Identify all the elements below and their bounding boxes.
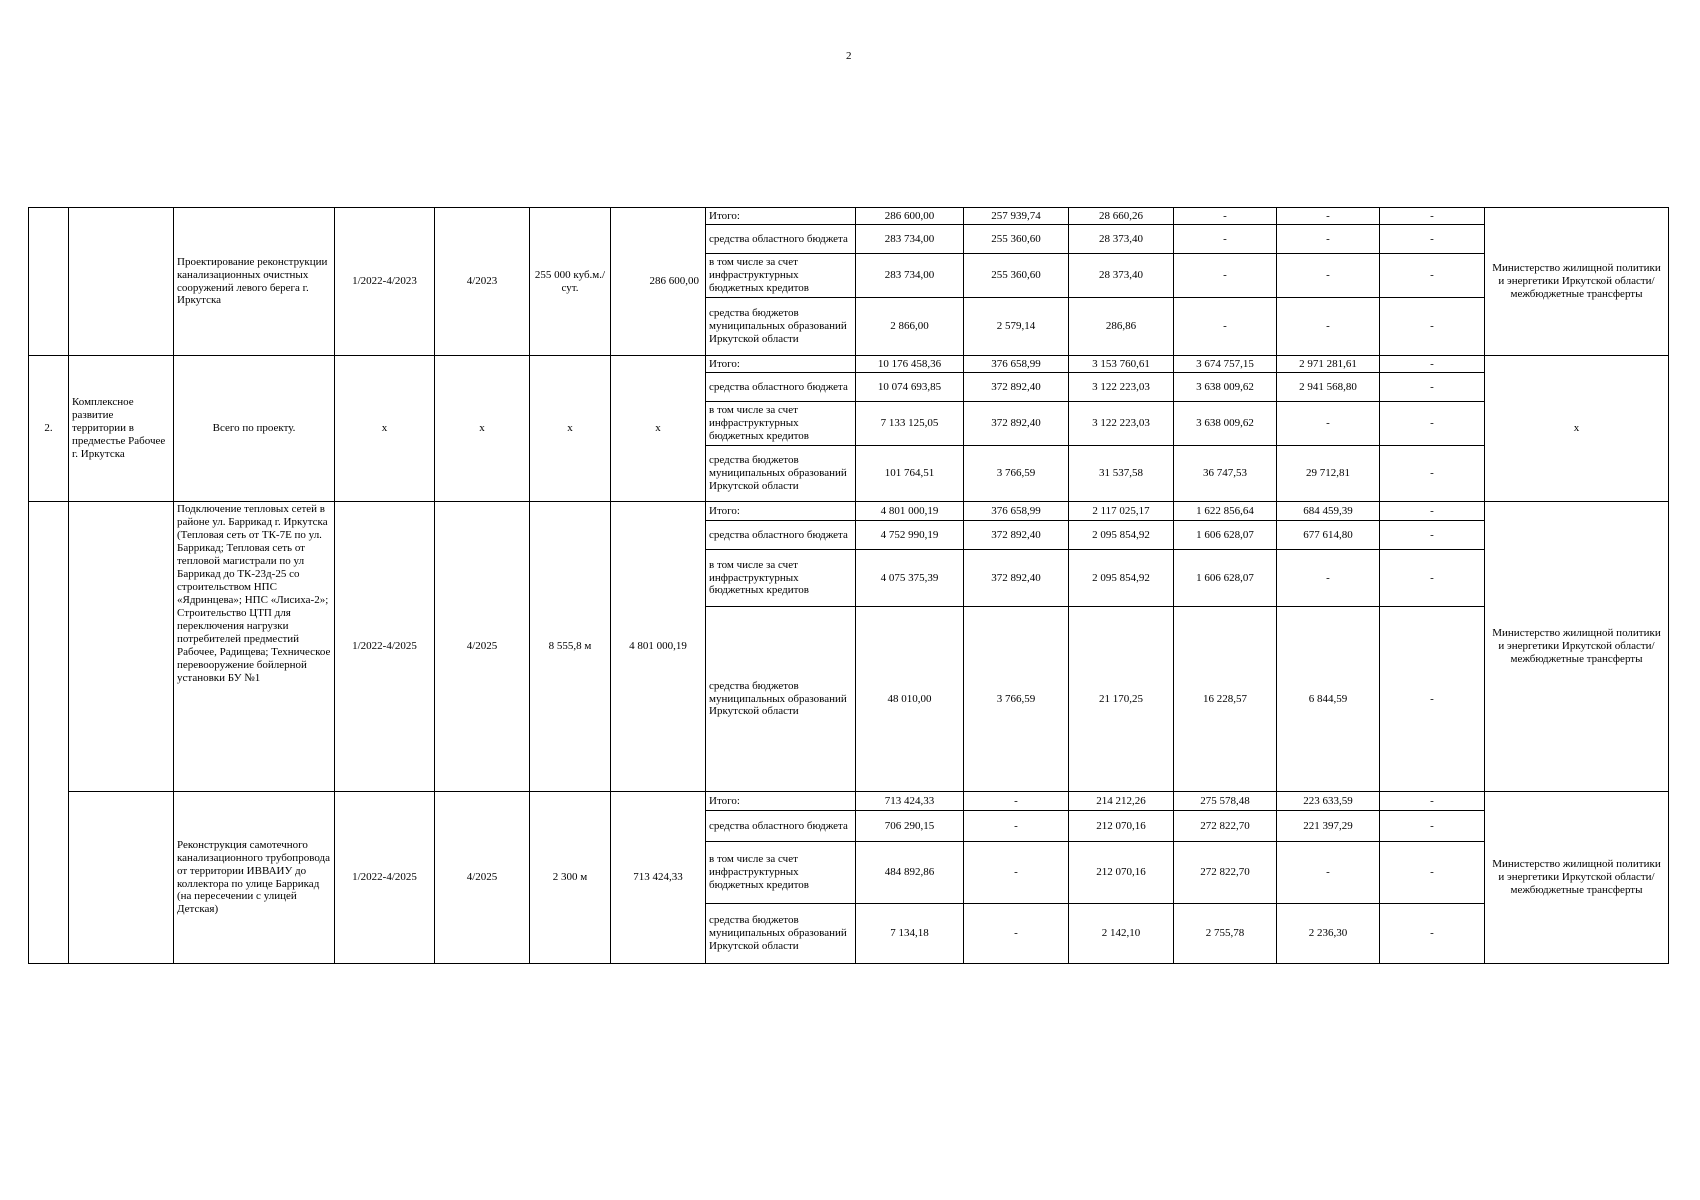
value-cell: 28 373,40 <box>1069 225 1174 254</box>
responsible-org: Министерство жилищной политики и энергетики Иркутской области/ межбюджетные трансферты <box>1485 502 1669 792</box>
value-cell: 713 424,33 <box>856 792 964 811</box>
source-total: Итого: <box>706 208 856 225</box>
value-cell: - <box>1380 254 1485 298</box>
value-cell: 372 892,40 <box>964 373 1069 402</box>
value-cell: 28 660,26 <box>1069 208 1174 225</box>
value-cell: 4 752 990,19 <box>856 521 964 550</box>
source-total: Итого: <box>706 792 856 811</box>
table-row <box>29 208 1669 225</box>
project-name: Реконструкция самотечного канализационного трубопровода от территории ИВВАИУ до коллектора по улице Баррикад (на пересечении с улицей Детская) <box>174 792 335 964</box>
cell-title <box>69 502 174 792</box>
value-cell: 7 134,18 <box>856 904 964 964</box>
value-cell: 372 892,40 <box>964 402 1069 446</box>
value-cell: 272 822,70 <box>1174 842 1277 904</box>
value-cell: 706 290,15 <box>856 811 964 842</box>
value-cell: - <box>1380 225 1485 254</box>
value-cell: 376 658,99 <box>964 356 1069 373</box>
value-cell: 6 844,59 <box>1277 607 1380 792</box>
project-cost: х <box>611 356 706 502</box>
value-cell: 484 892,86 <box>856 842 964 904</box>
project-capacity: х <box>530 356 611 502</box>
value-cell: 2 941 568,80 <box>1277 373 1380 402</box>
cell-number <box>29 208 69 356</box>
value-cell: 2 579,14 <box>964 298 1069 356</box>
source-total: Итого: <box>706 502 856 521</box>
table-row <box>29 792 1669 811</box>
value-cell: 2 095 854,92 <box>1069 550 1174 607</box>
cell-number <box>29 502 69 964</box>
value-cell: 3 674 757,15 <box>1174 356 1277 373</box>
source-regional: средства областного бюджета <box>706 521 856 550</box>
value-cell: - <box>1380 446 1485 502</box>
financing-table <box>28 207 1669 964</box>
value-cell: 214 212,26 <box>1069 792 1174 811</box>
project-name: Всего по проекту. <box>174 356 335 502</box>
value-cell: 2 755,78 <box>1174 904 1277 964</box>
value-cell: 286,86 <box>1069 298 1174 356</box>
value-cell: 4 801 000,19 <box>856 502 964 521</box>
cell-title <box>69 792 174 964</box>
value-cell: 4 075 375,39 <box>856 550 964 607</box>
value-cell: 21 170,25 <box>1069 607 1174 792</box>
value-cell: - <box>1380 356 1485 373</box>
row-number: 2. <box>29 356 69 502</box>
value-cell: 16 228,57 <box>1174 607 1277 792</box>
value-cell: 3 122 223,03 <box>1069 402 1174 446</box>
value-cell: - <box>1380 607 1485 792</box>
value-cell: 283 734,00 <box>856 254 964 298</box>
value-cell: - <box>964 811 1069 842</box>
table-row <box>29 356 1669 373</box>
project-name: Подключение тепловых сетей в районе ул. Баррикад г. Иркутска (Тепловая сеть от ТК-7Е по ул. Баррикад; Тепловая сеть от тепловой магистрали по ул Баррикад до ТК-23д-25 со строительством НПС «Ядринцева»; НПС «Лисиха-2»; Строительство ЦТП для переключения нагрузки потребителей предместий Рабочее, Радищева; Техническое перевооружение бойлерной установки БУ №1 <box>174 502 335 792</box>
project-capacity: 2 300 м <box>530 792 611 964</box>
table-row <box>29 502 1669 521</box>
value-cell: - <box>1277 208 1380 225</box>
value-cell: - <box>1174 208 1277 225</box>
value-cell: 212 070,16 <box>1069 811 1174 842</box>
value-cell: 2 866,00 <box>856 298 964 356</box>
source-infra: в том числе за счет инфраструктурных бюджетных кредитов <box>706 402 856 446</box>
value-cell: - <box>1380 842 1485 904</box>
project-period: 1/2022-4/2025 <box>335 502 435 792</box>
value-cell: - <box>1380 904 1485 964</box>
value-cell: 1 606 628,07 <box>1174 521 1277 550</box>
value-cell: - <box>1277 842 1380 904</box>
source-regional: средства областного бюджета <box>706 225 856 254</box>
source-infra: в том числе за счет инфраструктурных бюджетных кредитов <box>706 550 856 607</box>
source-municipal: средства бюджетов муниципальных образований Иркутской области <box>706 904 856 964</box>
project-cost: 286 600,00 <box>611 208 706 356</box>
value-cell: 372 892,40 <box>964 550 1069 607</box>
responsible-org: Министерство жилищной политики и энергетики Иркутской области/ межбюджетные трансферты <box>1485 792 1669 964</box>
value-cell: 677 614,80 <box>1277 521 1380 550</box>
value-cell: - <box>1380 208 1485 225</box>
value-cell: 3 122 223,03 <box>1069 373 1174 402</box>
value-cell: - <box>1380 373 1485 402</box>
value-cell: 7 133 125,05 <box>856 402 964 446</box>
value-cell: 10 176 458,36 <box>856 356 964 373</box>
value-cell: - <box>964 904 1069 964</box>
project-cost: 4 801 000,19 <box>611 502 706 792</box>
value-cell: 3 766,59 <box>964 607 1069 792</box>
value-cell: 275 578,48 <box>1174 792 1277 811</box>
value-cell: 1 606 628,07 <box>1174 550 1277 607</box>
value-cell: - <box>1380 502 1485 521</box>
source-municipal: средства бюджетов муниципальных образований Иркутской области <box>706 298 856 356</box>
value-cell: - <box>964 842 1069 904</box>
value-cell: 2 117 025,17 <box>1069 502 1174 521</box>
value-cell: 272 822,70 <box>1174 811 1277 842</box>
source-regional: средства областного бюджета <box>706 373 856 402</box>
source-municipal: средства бюджетов муниципальных образований Иркутской области <box>706 607 856 792</box>
value-cell: 255 360,60 <box>964 254 1069 298</box>
project-capacity: 255 000 куб.м./сут. <box>530 208 611 356</box>
value-cell: 255 360,60 <box>964 225 1069 254</box>
value-cell: 3 638 009,62 <box>1174 402 1277 446</box>
value-cell: - <box>1380 811 1485 842</box>
source-municipal: средства бюджетов муниципальных образований Иркутской области <box>706 446 856 502</box>
program-title: Комплексное развитие территории в предместье Рабочее г. Иркутска <box>69 356 174 502</box>
value-cell: 376 658,99 <box>964 502 1069 521</box>
value-cell: 101 764,51 <box>856 446 964 502</box>
value-cell: 212 070,16 <box>1069 842 1174 904</box>
value-cell: 1 622 856,64 <box>1174 502 1277 521</box>
value-cell: 372 892,40 <box>964 521 1069 550</box>
value-cell: - <box>1174 225 1277 254</box>
value-cell: 286 600,00 <box>856 208 964 225</box>
project-end: 4/2025 <box>435 502 530 792</box>
value-cell: - <box>1277 550 1380 607</box>
project-period: 1/2022-4/2023 <box>335 208 435 356</box>
value-cell: 2 095 854,92 <box>1069 521 1174 550</box>
value-cell: - <box>1380 550 1485 607</box>
project-end: 4/2023 <box>435 208 530 356</box>
value-cell: 2 236,30 <box>1277 904 1380 964</box>
value-cell: 10 074 693,85 <box>856 373 964 402</box>
project-end: х <box>435 356 530 502</box>
value-cell: - <box>964 792 1069 811</box>
project-capacity: 8 555,8 м <box>530 502 611 792</box>
source-total: Итого: <box>706 356 856 373</box>
value-cell: - <box>1277 402 1380 446</box>
value-cell: - <box>1380 402 1485 446</box>
page-number: 2 <box>846 50 852 62</box>
project-period: х <box>335 356 435 502</box>
value-cell: 31 537,58 <box>1069 446 1174 502</box>
value-cell: 684 459,39 <box>1277 502 1380 521</box>
value-cell: 221 397,29 <box>1277 811 1380 842</box>
value-cell: - <box>1277 225 1380 254</box>
responsible-org: Министерство жилищной политики и энергетики Иркутской области/ межбюджетные трансферты <box>1485 208 1669 356</box>
source-infra: в том числе за счет инфраструктурных бюджетных кредитов <box>706 842 856 904</box>
value-cell: 2 142,10 <box>1069 904 1174 964</box>
value-cell: - <box>1380 521 1485 550</box>
project-period: 1/2022-4/2025 <box>335 792 435 964</box>
value-cell: - <box>1380 792 1485 811</box>
value-cell: 28 373,40 <box>1069 254 1174 298</box>
value-cell: 3 766,59 <box>964 446 1069 502</box>
value-cell: 29 712,81 <box>1277 446 1380 502</box>
cell-title <box>69 208 174 356</box>
value-cell: 3 638 009,62 <box>1174 373 1277 402</box>
value-cell: 36 747,53 <box>1174 446 1277 502</box>
value-cell: - <box>1277 298 1380 356</box>
project-cost: 713 424,33 <box>611 792 706 964</box>
value-cell: - <box>1380 298 1485 356</box>
source-infra: в том числе за счет инфраструктурных бюджетных кредитов <box>706 254 856 298</box>
value-cell: 283 734,00 <box>856 225 964 254</box>
project-end: 4/2025 <box>435 792 530 964</box>
source-regional: средства областного бюджета <box>706 811 856 842</box>
value-cell: - <box>1277 254 1380 298</box>
value-cell: 2 971 281,61 <box>1277 356 1380 373</box>
project-name: Проектирование реконструкции канализационных очистных сооружений левого берега г. Иркутска <box>174 208 335 356</box>
value-cell: 257 939,74 <box>964 208 1069 225</box>
responsible-org: х <box>1485 356 1669 502</box>
value-cell: - <box>1174 298 1277 356</box>
value-cell: 223 633,59 <box>1277 792 1380 811</box>
value-cell: 48 010,00 <box>856 607 964 792</box>
value-cell: 3 153 760,61 <box>1069 356 1174 373</box>
value-cell: - <box>1174 254 1277 298</box>
